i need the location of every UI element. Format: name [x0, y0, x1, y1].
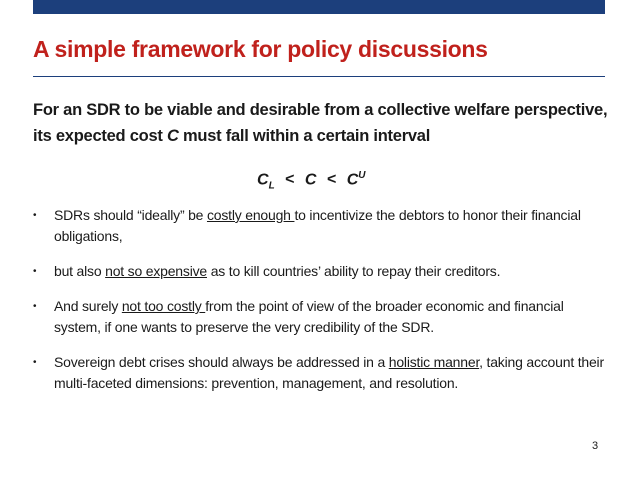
bullet-item [33, 261, 608, 282]
bullet-text: as to kill countries’ ability to repay their creditors. [207, 263, 501, 279]
bullet-item [33, 296, 608, 338]
bullet-marker: • [33, 266, 37, 277]
bullet-item [33, 352, 608, 394]
slide-title: A simple framework for policy discussions [33, 36, 488, 62]
less-than-sign: < [285, 171, 295, 189]
cost-symbol-middle: C [304, 171, 317, 189]
lead-statement [33, 97, 608, 149]
bullet-emphasis: holistic manner [388, 354, 480, 370]
bullet-text: from the point of view of the broader economic and financial system, if one wants to preserve the very credibility of the SDR. [54, 298, 564, 335]
header-bar [33, 0, 605, 14]
bullet-item [33, 205, 608, 247]
bullet-text: , taking account their multi-faceted dimensions: prevention, management, and resolution. [54, 354, 604, 391]
bullet-text: Sovereign debt crises should always be addressed in a [54, 354, 389, 370]
upper-bound-superscript: U [358, 170, 366, 181]
cost-interval-formula [257, 170, 366, 192]
less-than-sign: < [326, 171, 337, 189]
bullet-text: but also [54, 263, 106, 279]
title-divider [33, 76, 605, 77]
bullet-emphasis: not so expensive [105, 263, 207, 279]
lower-bound-subscript: L [268, 180, 275, 192]
bullet-text: SDRs should “ideally” be [54, 207, 207, 223]
bullet-marker: • [33, 357, 37, 368]
lead-text-part2: must fall within a certain interval [178, 127, 431, 145]
lead-text-part1: For an SDR to be viable and desirable from a collective welfare perspective, its expected cost [33, 101, 608, 145]
cost-symbol: C [166, 127, 179, 145]
bullet-emphasis: not too costly [121, 298, 206, 314]
page-number: 3 [592, 440, 599, 452]
bullet-list [33, 205, 608, 394]
bullet-marker: • [33, 301, 37, 312]
bullet-marker: • [33, 210, 37, 221]
bullet-text: to incentivize the debtors to honor their financial obligations, [54, 207, 581, 244]
bullet-text: And surely [54, 298, 122, 314]
bullet-emphasis: costly enough [206, 207, 295, 223]
lower-bound-symbol: C [257, 171, 269, 189]
upper-bound-symbol: C [346, 171, 359, 189]
